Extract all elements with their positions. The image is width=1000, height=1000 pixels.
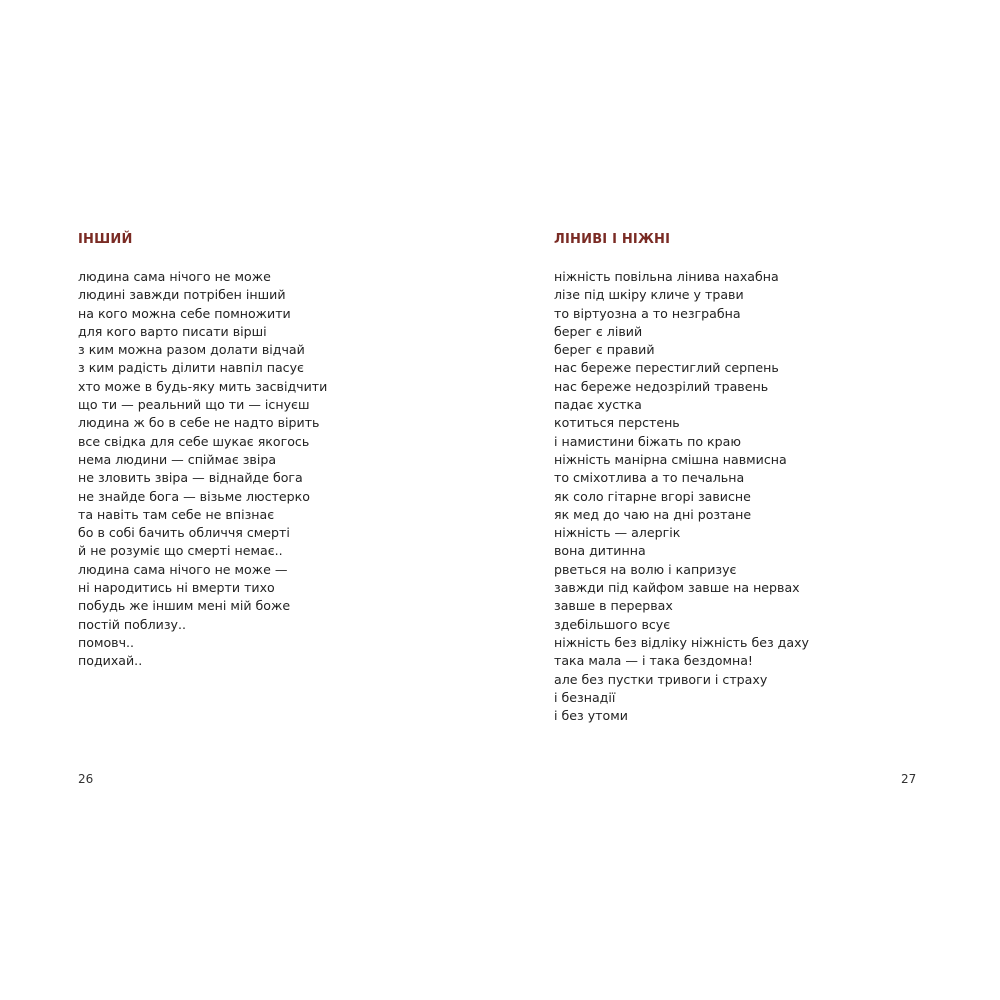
poem-line: падає хустка	[554, 397, 642, 413]
poem-line: як соло гітарне вгорі зависне	[554, 488, 751, 504]
poem-line: ні народитись ні вмерти тихо	[78, 580, 275, 596]
poem-line: і намистини біжать по краю	[554, 433, 741, 449]
poem-line: нема людини — спіймає звіра	[78, 451, 277, 467]
poem-line: така мала — і така бездомна!	[554, 653, 753, 669]
poem-line: людина сама нічого не може —	[78, 561, 288, 577]
poem-line: побудь же іншим мені мій боже	[78, 598, 291, 614]
poem-line: людина ж бо в себе не надто вірить	[78, 415, 320, 431]
poem-line: не знайде бога — візьме люстерко	[78, 488, 310, 504]
poem-line: постій поблизу..	[78, 616, 186, 632]
poem-line: подихай..	[78, 653, 143, 669]
poem-line: ніжність — алергік	[554, 525, 681, 541]
poem-line: помовч..	[78, 634, 135, 650]
poem-line: з ким можна разом долати відчай	[78, 342, 305, 358]
poem-line: ніжність без відліку ніжність без даху	[554, 634, 809, 650]
poem-body-right	[554, 268, 809, 725]
right-page	[500, 0, 1000, 1000]
poem-line: берег є лівий	[554, 323, 643, 339]
poem-line: що ти — реальний що ти — існуєш	[78, 397, 310, 413]
poem-line: бо в собі бачить обличчя смерті	[78, 525, 290, 541]
poem-line: нас береже перестиглий серпень	[554, 360, 779, 376]
poem-line: рветься на волю і капризує	[554, 561, 737, 577]
poem-line: ніжність повільна лінива нахабна	[554, 269, 779, 284]
poem-title-left: ІНШИЙ	[78, 232, 133, 247]
poem-line: й не розуміє що смерті немає..	[78, 543, 283, 559]
poem-line: з ким радість ділити навпіл пасує	[78, 360, 304, 376]
poem-title-right: ЛІНИВІ І НІЖНІ	[554, 232, 671, 247]
poem-line: ніжність манірна смішна навмисна	[554, 451, 787, 467]
page-number-right: 27	[901, 772, 917, 786]
poem-line: і безнадії	[554, 689, 616, 705]
poem-line: вона дитинна	[554, 543, 646, 559]
poem-line: та навіть там себе не впізнає	[78, 506, 275, 522]
poem-line: котиться перстень	[554, 415, 680, 431]
poem-line: лізе під шкіру кличе у трави	[554, 287, 744, 303]
poem-line: але без пустки тривоги і страху	[554, 671, 768, 687]
poem-line: нас береже недозрілий травень	[554, 378, 769, 394]
poem-line: і без утоми	[554, 708, 628, 724]
poem-line: завжди під кайфом завше на нервах	[554, 580, 800, 596]
poem-body-left	[78, 268, 327, 671]
poem-line: то сміхотлива а то печальна	[554, 470, 745, 486]
poem-line: на кого можна себе помножити	[78, 305, 291, 321]
poem-line: не зловить звіра — віднайде бога	[78, 470, 303, 486]
poem-line: хто може в будь-яку мить засвідчити	[78, 378, 328, 394]
poem-line: для кого варто писати вірші	[78, 323, 267, 339]
poem-line: як мед до чаю на дні розтане	[554, 506, 752, 522]
poem-line: завше в перервах	[554, 598, 673, 614]
poem-line: берег є правий	[554, 342, 655, 358]
poem-line: все свідка для себе шукає якогось	[78, 433, 310, 449]
page-number-left: 26	[78, 772, 94, 786]
poem-line: здебільшого всує	[554, 616, 671, 632]
poem-line: то віртуозна а то незграбна	[554, 305, 741, 321]
poem-line: людина сама нічого не може	[78, 269, 271, 284]
poem-line: людині завжди потрібен інший	[78, 287, 286, 303]
